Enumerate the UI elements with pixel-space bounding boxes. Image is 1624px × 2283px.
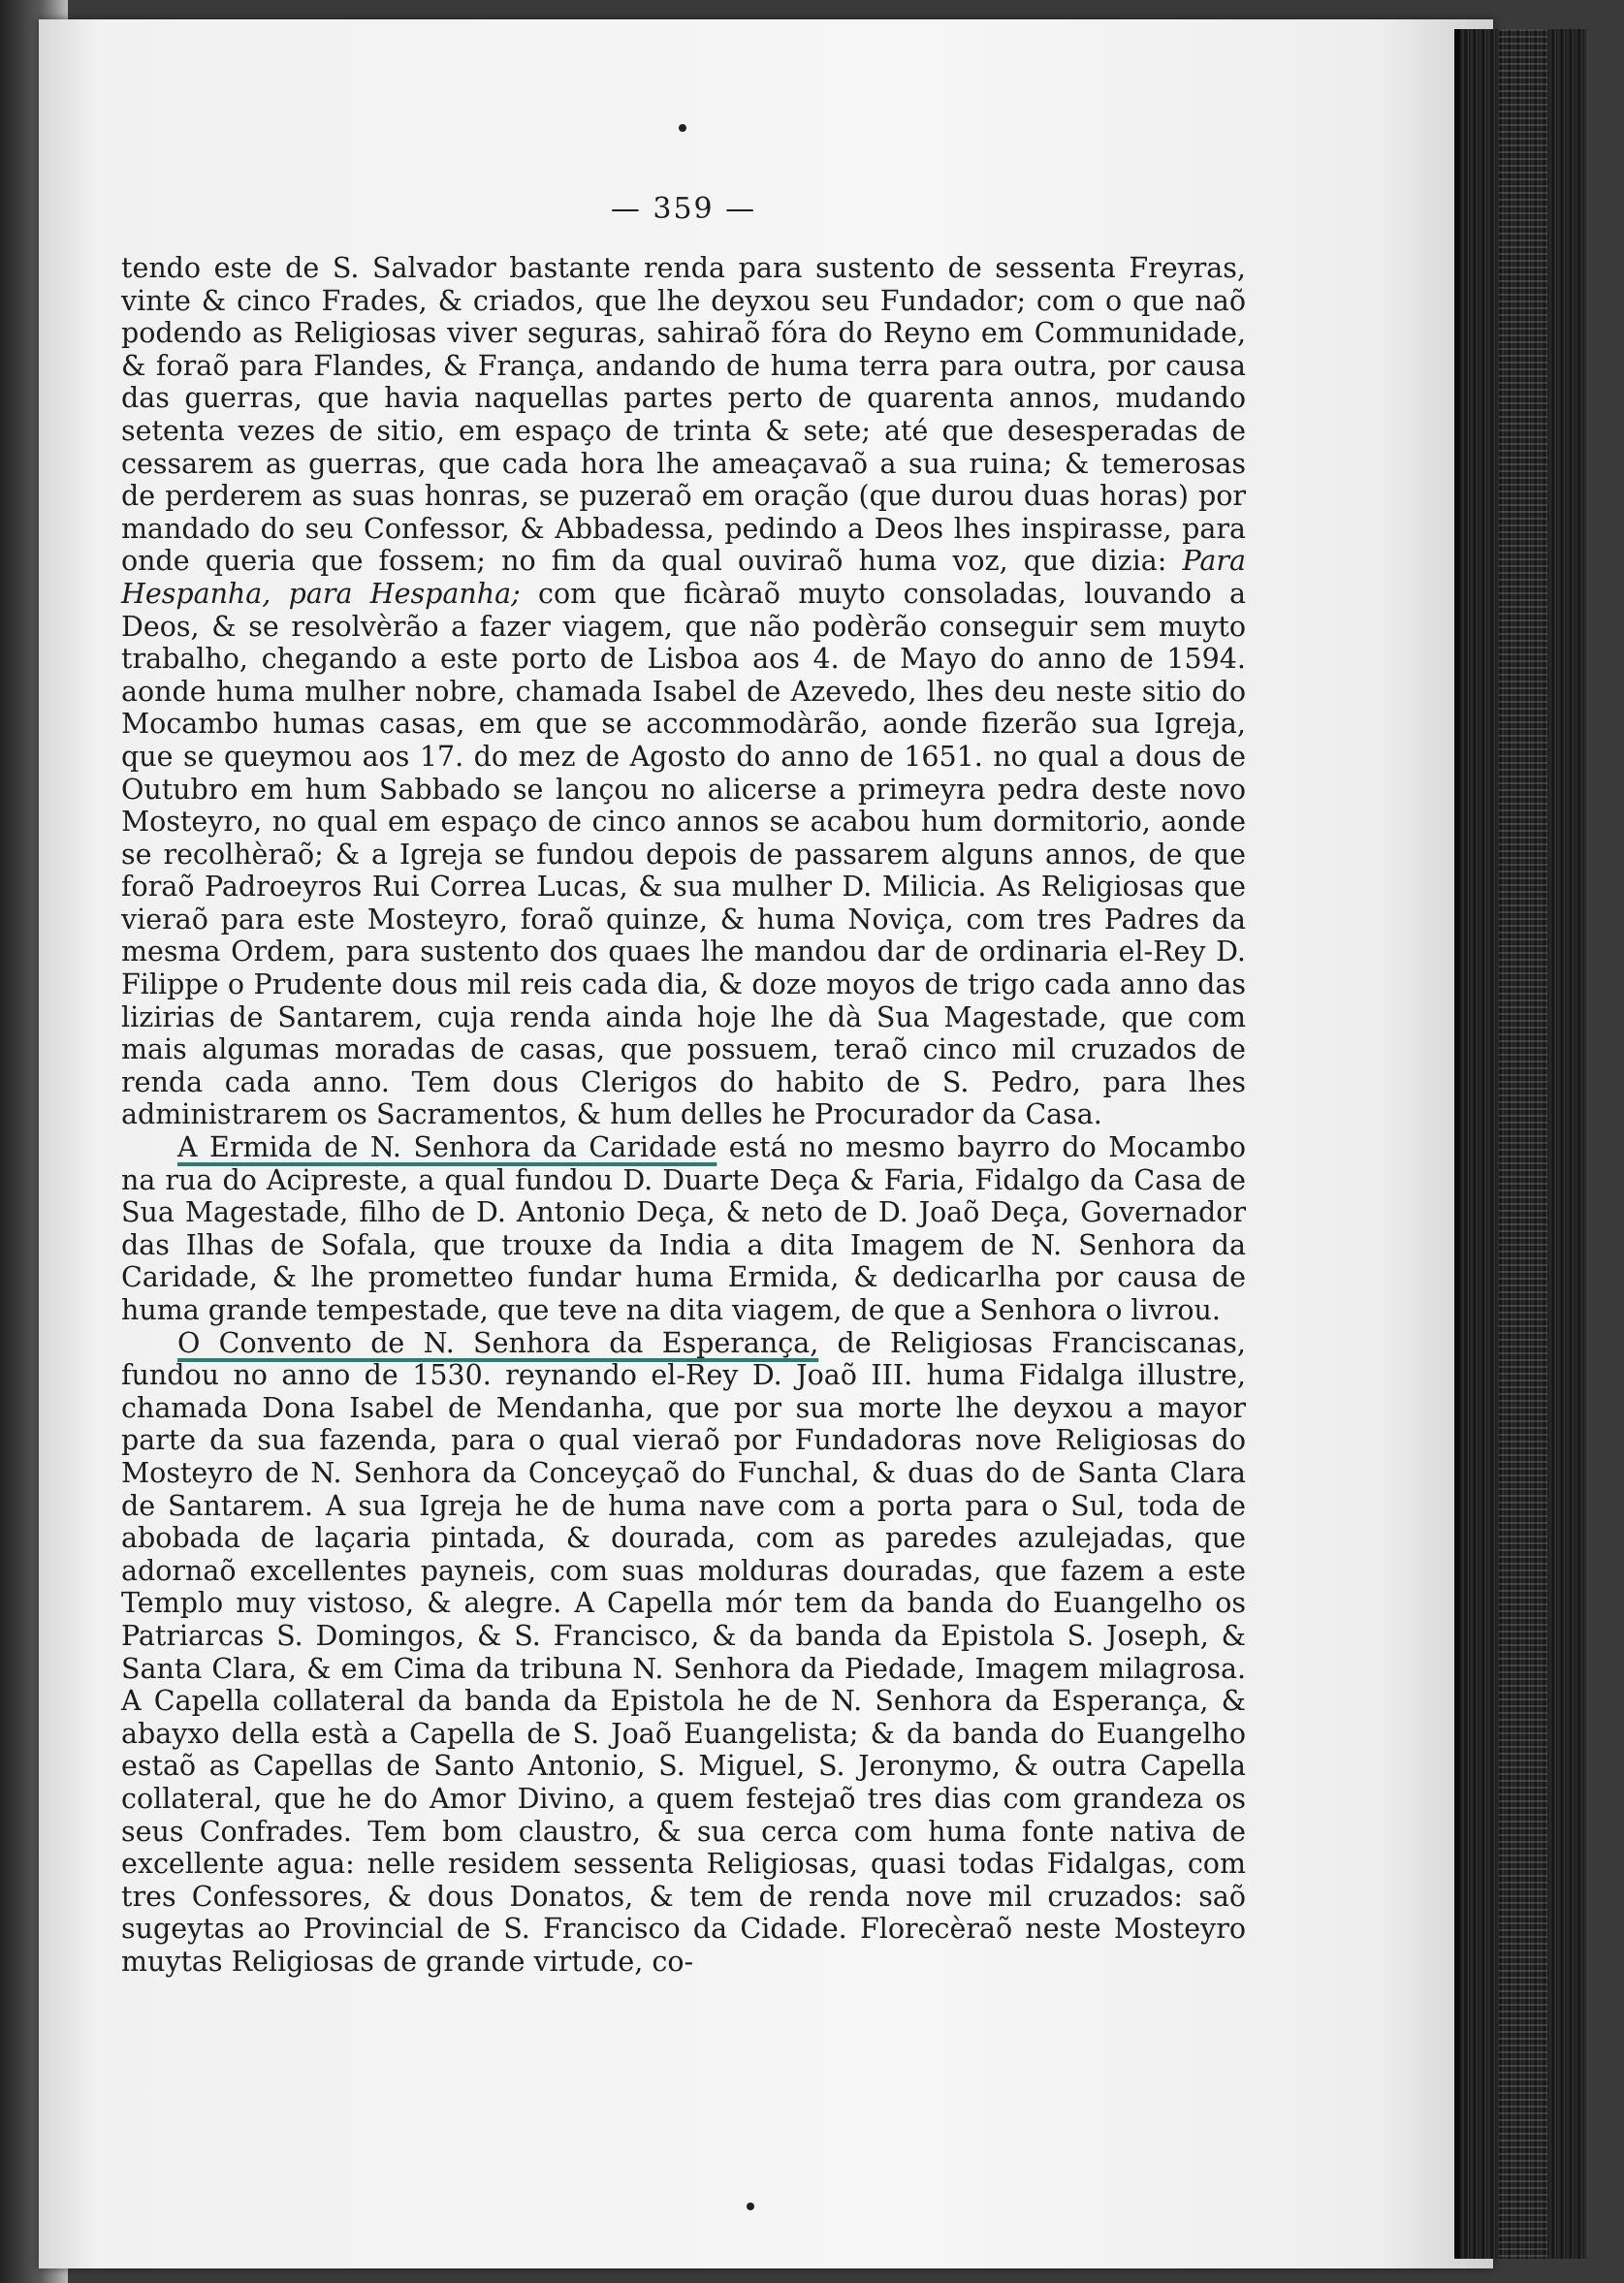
text-run: está no mesmo bayrro do Mocambo na rua do Acipreste, a qual fundou D. Duarte Deça & Faria, Fidalgo da Casa de Sua Magestade, filho de D. Antonio Deça, & neto de D. Joaõ Deça, Governador das Ilhas de Sofala, que trouxe da India a dita Imagem de N. Senhora da Caridade, & lhe prometteo fundar huma Ermida, & dedicarlha por causa de huma grande tempestade, que teve na dita viagem, de que a Senhora o livrou.: [121, 1131, 1246, 1326]
document-page: [121, 116, 1246, 2230]
body-text: [121, 252, 1246, 1978]
book-fore-edge: [1454, 29, 1586, 2259]
page-number: — 359 —: [610, 192, 757, 226]
paragraph: [121, 1131, 1246, 1327]
underlined-heading: A Ermida de N. Senhora da Caridade: [177, 1131, 717, 1164]
paragraph: [121, 252, 1246, 1131]
text-run: com que ficàraõ muyto consoladas, louvando a Deos, & se resolvèrão a fazer viagem, que não podèrão conseguir sem muyto trabalho, chegando a este porto de Lisboa aos 4. de Mayo do anno de 1594. aonde huma mulher nobre, chamada Isabel de Azevedo, lhes deu neste sitio do Mocambo humas casas, em que se accommodàrão, aonde fizerão sua Igreja, que se queymou aos 17. do mez de Agosto do anno de 1651. no qual a dous de Outubro em hum Sabbado se lançou no alicerse a primeyra pedra deste novo Mosteyro, no qual em espaço de cinco annos se acabou hum dormitorio, aonde se recolhèraõ; & a Igreja se fundou depois de passarem alguns annos, de que foraõ Padroeyros Rui Correa Lucas, & sua mulher D. Milicia. As Religiosas que vieraõ para este Mosteyro, foraõ quinze, & huma Noviça, com tres Padres da mesma Ordem, para sustento dos quaes lhe mandou dar de ordinaria el-Rey D. Filippe o Prudente dous mil reis cada dia, & doze moyos de trigo cada anno das lizirias de Santarem, cuja renda ainda hoje lhe dà Sua Magestade, que com mais algumas moradas de casas, que possuem, teraõ cinco mil cruzados de renda cada anno. Tem dous Clerigos do habito de S. Pedro, para lhes administrarem os Sacramentos, & hum delles he Procurador da Casa.: [121, 577, 1246, 1131]
text-run: tendo este de S. Salvador bastante renda para sustento de sessenta Freyras, vinte & cinco Frades, & criados, que lhe deyxou seu Fundador; com o que naõ podendo as Religiosas viver seguras, sahiraõ fóra do Reyno em Communidade, & foraõ para Flandes, & França, andando de huma terra para outra, por causa das guerras, que havia naquellas partes perto de quarenta annos, mudando setenta vezes de sitio, em espaço de trinta & sete; até que desesperadas de cessarem as guerras, que cada hora lhe ameaçavaõ a sua ruina; & temerosas de perderem as suas honras, se puzeraõ em oração (que durou duas horas) por mandado do seu Confessor, & Abbadessa, pedindo a Deos lhes inspirasse, para onde queria que fossem; no fim da qual ouviraõ huma voz, que dizia:: [121, 252, 1246, 578]
underlined-heading: O Convento de N. Senhora da Esperança,: [177, 1326, 819, 1359]
paragraph: [121, 1327, 1246, 1979]
italic-quote: Para Hespanha, para Hespanha;: [121, 545, 1246, 610]
text-run: de Religiosas Franciscanas, fundou no anno de 1530. reynando el-Rey D. Joaõ III. huma Fidalga illustre, chamada Dona Isabel de Mendanha, que por sua morte lhe deyxou a mayor parte da sua fazenda, para o qual vieraõ por Fundadoras nove Religiosas do Mosteyro de N. Senhora da Conceyçaõ do Funchal, & duas do de Santa Clara de Santarem. A sua Igreja he de huma nave com a porta para o Sul, toda de abobada de laçaria pintada, & dourada, com as paredes azulejadas, que adornaõ excellentes payneis, com suas molduras douradas, que fazem a este Templo muy vistoso, & alegre. A Capella mór tem da banda do Euangelho os Patriarcas S. Domingos, & S. Francisco, & da banda da Epistola S. Joseph, & Santa Clara, & em Cima da tribuna N. Senhora da Piedade, Imagem milagrosa. A Capella collateral da banda da Epistola he de N. Senhora da Esperança, & abayxo della està a Capella de S. Joaõ Euangelista; & da banda do Euangelho estaõ as Capellas de Santo Antonio, S. Miguel, S. Jeronymo, & outra Capella collateral, que he do Amor Divino, a quem festejaõ tres dias com grandeza os seus Confrades. Tem bom claustro, & sua cerca com huma fonte nativa de excellente agua: nelle residem sessenta Religiosas, quasi todas Fidalgas, com tres Confessores, & dous Donatos, & tem de renda nove mil cruzados: saõ sugeytas ao Provincial de S. Francisco da Cidade. Florecèraõ neste Mosteyro muytas Religiosas de grande virtude, co-: [121, 1326, 1246, 1978]
